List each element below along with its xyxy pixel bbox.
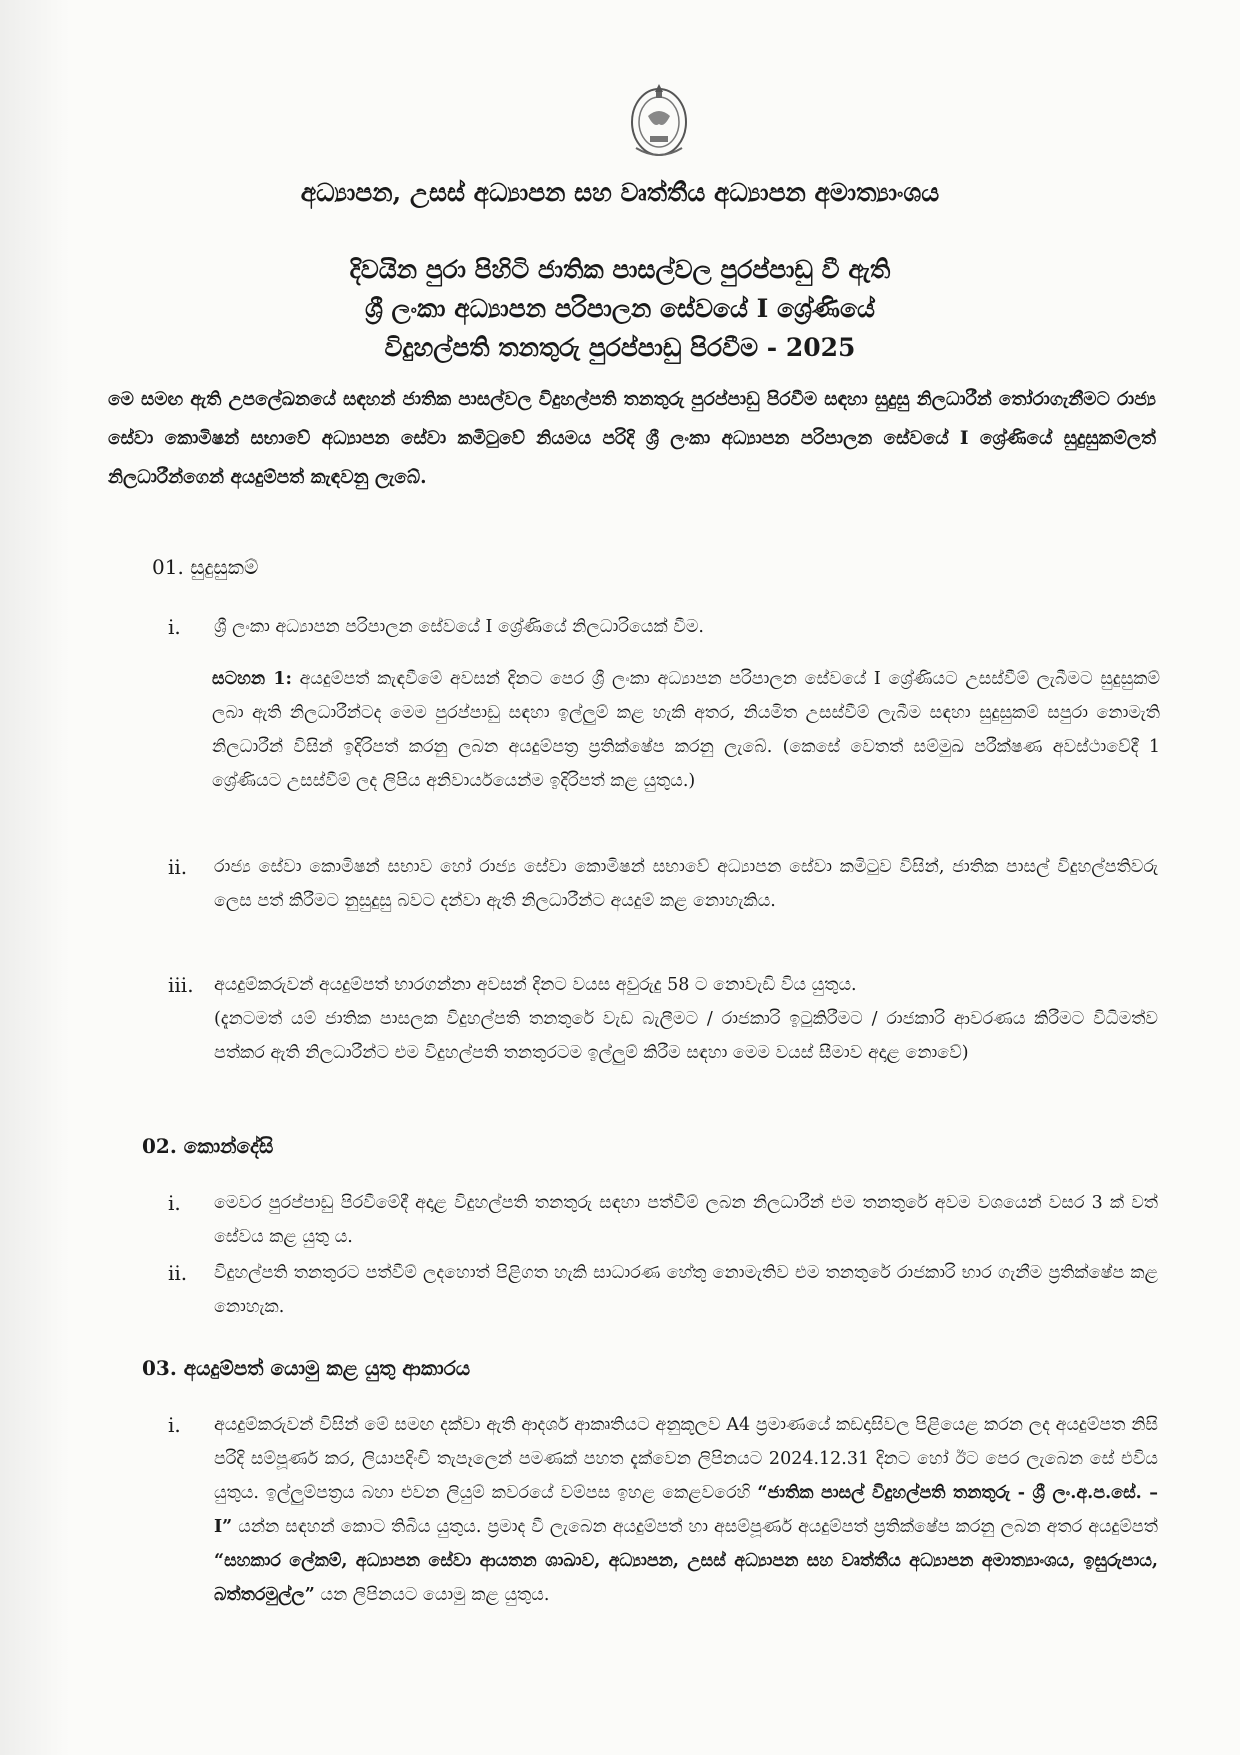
scan-shadow [0,0,70,1755]
item-number: iii. [168,973,194,997]
note-label: සටහන 1: [212,669,292,689]
list-item [168,968,1158,1070]
ministry-name: අධ්‍යාපන, උසස් අධ්‍යාපන සහ වෘත්තීය අධ්‍යාපන අමාත්‍යාංශය [300,178,940,207]
title-line: ශ්‍රී ලංකා අධ්‍යාපන පරිපාලන සේවයේ I ශ්‍රේණියේ [364,294,876,323]
text-part: යන්න සඳහන් කොට තිබිය යුතුය. ප්‍රමාද වී ලැබෙන අයදුම්පත් හා අසම්පූර්ණ අයදුම්පත් ප්‍රතික්ෂේප කරනු ලබන අතර අයදුම්පත් [238,1517,1158,1537]
list-item [168,1256,1158,1324]
item-number: ii. [168,1261,188,1285]
note-paragraph [212,662,1160,798]
list-item [168,610,1158,644]
intro-paragraph: මෙ සමඟ ඇති උපලේඛනයේ සඳහන් ජාතික පාසල්වල විදුහල්පති තනතුරු පුරප්පාඩු පිරවීම සඳහා සුදුසු නිලධාරීන් තෝරාගැනීමට රාජ්‍ය සේවා කොමිෂන් සභාවේ අධ්‍යාපන සේවා කමිටුවේ නියමය පරිදි ශ්‍රී ලංකා අධ්‍යාපන පරිපාලන සේවයේ I ශ්‍රේණියේ සුදුසුකම්ලත් නිලධාරීන්ගෙන් අයදුම්පත් කැඳවනු ලැබේ. [108,389,1156,488]
item-number: i. [168,1413,181,1437]
text-part: යන ලිපිනයට යොමු කළ යුතුය. [320,1585,550,1605]
notice-title [150,250,1090,367]
list-item [168,850,1158,918]
sri-lanka-emblem-icon [628,78,690,160]
postal-address: “සහකාර ලේකම්, අධ්‍යාපන සේවා ආයතන ශාඛාව, අධ්‍යාපන, උසස් අධ්‍යාපන සහ වෘත්තීය අධ්‍යාපන අමාත්‍යාංශය, ඉසුරුපාය, බත්තරමුල්ල” [214,1551,1158,1605]
item-text [214,1408,1158,1612]
title-line: දිවයින පුරා පිහිටි ජාතික පාසල්වල පුරප්පාඩු වී ඇති [349,255,891,284]
item-number: ii. [168,855,188,879]
note-text: අයදුම්පත් කැඳවීමේ අවසන් දිනට පෙර ශ්‍රී ලංකා අධ්‍යාපන පරිපාලන සේවයේ I ශ්‍රේණියට උසස්වීම් ලැබීමට සුදුසුකම් ලබා ඇති නිලධාරීන්ටද මෙම පුරප්පාඩු සඳහා ඉල්ලුම් කළ හැකි අතර, නියමිත උසස්වීම් ලැබීම සඳහා සුදුසුකම් සපුරා නොමැති නිලධාරීන් විසින් ඉදිරිපත් කරනු ලබන අයදුම්පත්‍ර ප්‍රතික්ෂේප කරනු ලැබේ. (කෙසේ වෙතත් සම්මුඛ පරීක්ෂණ අවස්ථාවේදී 1 ශ්‍රේණියට උසස්වීම් ලද ලිපිය අනිවාර්යයෙන්ම ඉදිරිපත් කළ යුතුය.) [212,669,1160,791]
item-number: i. [168,1191,181,1215]
list-item [168,1186,1158,1254]
item-number: i. [168,615,181,639]
item-text: විදුහල්පති තනතුරට පත්වීම් ලදහොත් පිළිගත හැකි සාධාරණ හේතු නොමැතිව එම තනතුරේ රාජකාරි භාර ගැනීම ප්‍රතික්ෂේප කළ නොහැක. [214,1263,1158,1317]
list-item [168,1408,1158,1612]
item-text: අයදුම්කරුවන් අයදුම්පත් භාරගන්නා අවසන් දිනට වයස අවුරුදු 58 ට නොවැඩි විය යුතුය. [214,975,857,995]
section-heading-conditions: 02. කොන්දේසි [142,1134,274,1158]
item-text: රාජ්‍ය සේවා කොමිෂන් සභාව හෝ රාජ්‍ය සේවා කොමිෂන් සභාවේ අධ්‍යාපන සේවා කමිටුව විසින්, ජාතික පාසල් විදුහල්පතිවරු ලෙස පත් කිරීමට නුසුදුසු බවට දන්වා ඇති නිලධාරීන්ට අයදුම් කළ නොහැකිය. [214,857,1158,911]
section-heading-qualifications: 01. සුදුසුකම් [152,555,259,579]
envelope-marking: “ජාතික පාසල් විදුහල්පති තනතුරු - ශ්‍රී ලං.අ.ප.සේ. – I” [214,1483,1158,1537]
section-heading-submission: 03. අයදුම්පත් යොමු කළ යුතු ආකාරය [142,1356,471,1380]
text-part: අයදුම්කරුවන් විසින් මේ සමඟ දක්වා ඇති ආදර්ශ ආකෘතියට අනුකූලව A4 ප්‍රමාණයේ කඩදාසිවල පිළියෙළ කරන ලද අයදුම්පත නිසි පරිදි සම්පූර්ණ කර, ලියාපදිංචි තැපෑලෙන් පමණක් පහත දැක්වෙන ලිපිනයට 2024.12.31 දිනට හෝ ඊට පෙර ලැබෙන සේ එවිය යුතුය. ඉල්ලුම්පත්‍රය බහා එවන ලියුම් කවරයේ වම්පස ඉහළ කෙළවරෙහි [214,1415,1158,1503]
item-text-continued: (දැනටමත් යම් ජාතික පාසලක විදුහල්පති තනතුරේ වැඩ බැලීමට / රාජකාරි ඉටුකිරීමට / රාජකාරි ආවරණය කිරීමට විධිමත්ව පත්කර ඇති නිලධාරීන්ට එම විදුහල්පති තනතුරටම ඉල්ලුම් කිරීම සඳහා මෙම වයස් සීමාව අදාළ නොවේ) [214,1009,1158,1063]
item-text: ශ්‍රී ලංකා අධ්‍යාපන පරිපාලන සේවයේ I ශ්‍රේණියේ නිලධාරියෙක් වීම. [214,617,704,637]
item-text: මෙවර පුරප්පාඩු පිරවීමේදී අදාළ විදුහල්පති තනතුරු සඳහා පත්වීම් ලබන නිලධාරීන් එම තනතුරේ අවම වශයෙන් වසර 3 ක් වත් සේවය කළ යුතු ය. [214,1193,1158,1247]
title-line: විදුහල්පති තනතුරු පුරප්පාඩු පිරවීම - 2025 [384,333,856,362]
